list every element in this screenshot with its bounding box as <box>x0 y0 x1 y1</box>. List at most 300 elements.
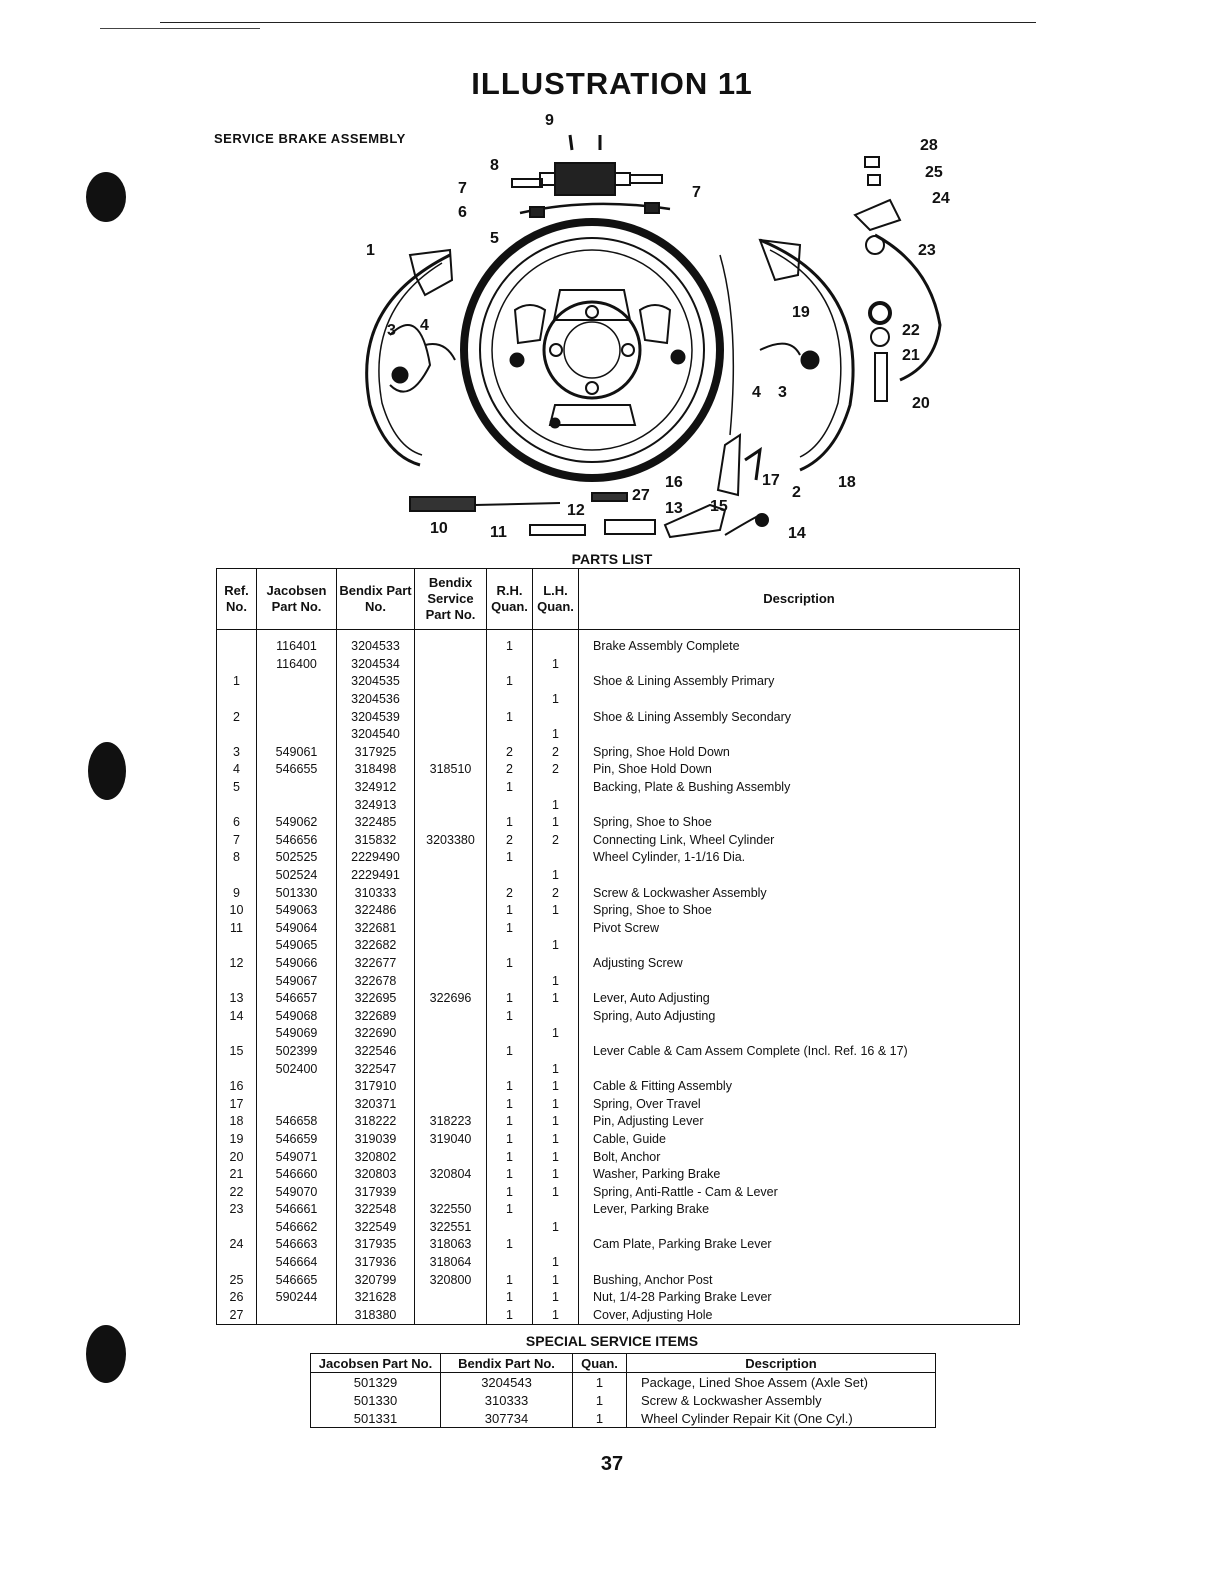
table-row <box>217 1307 1020 1325</box>
table-row <box>217 1095 1020 1113</box>
cell-jac <box>257 779 337 797</box>
cell-svc <box>415 1095 487 1113</box>
cell-bendix: 3204539 <box>337 708 415 726</box>
cell-svc: 320800 <box>415 1271 487 1289</box>
cell-bendix: 2229491 <box>337 867 415 885</box>
cell-ref: 18 <box>217 1113 257 1131</box>
special-cell-quan: 1 <box>573 1409 627 1428</box>
table-row <box>217 1025 1020 1043</box>
cell-desc <box>579 1254 1020 1272</box>
cell-bendix: 322678 <box>337 972 415 990</box>
cell-ref: 25 <box>217 1271 257 1289</box>
cell-bendix: 324913 <box>337 796 415 814</box>
top-rule-short <box>100 28 260 29</box>
table-row <box>217 902 1020 920</box>
cell-rh: 1 <box>487 1095 533 1113</box>
cell-jac: 549061 <box>257 744 337 762</box>
cell-lh: 1 <box>533 1289 579 1307</box>
cell-svc <box>415 884 487 902</box>
cell-rh: 1 <box>487 1148 533 1166</box>
cell-ref <box>217 726 257 744</box>
cell-lh <box>533 673 579 691</box>
table-row <box>217 884 1020 902</box>
cell-ref: 10 <box>217 902 257 920</box>
illustration-subtitle: SERVICE BRAKE ASSEMBLY <box>214 131 406 146</box>
cell-jac: 546661 <box>257 1201 337 1219</box>
cell-bendix: 3204536 <box>337 691 415 709</box>
cell-bendix: 322690 <box>337 1025 415 1043</box>
table-row <box>217 937 1020 955</box>
cell-svc <box>415 779 487 797</box>
table-row <box>217 955 1020 973</box>
cell-bendix: 320371 <box>337 1095 415 1113</box>
cell-bendix: 317935 <box>337 1236 415 1254</box>
cell-rh: 2 <box>487 761 533 779</box>
cell-svc <box>415 1148 487 1166</box>
svg-text:22: 22 <box>902 322 920 339</box>
table-row <box>217 920 1020 938</box>
cell-bendix: 324912 <box>337 779 415 797</box>
cell-lh: 1 <box>533 691 579 709</box>
cell-lh <box>533 1043 579 1061</box>
cell-ref: 17 <box>217 1095 257 1113</box>
cell-lh <box>533 955 579 973</box>
cell-ref: 24 <box>217 1236 257 1254</box>
cell-bendix: 317925 <box>337 744 415 762</box>
cell-bendix: 322695 <box>337 990 415 1008</box>
cell-jac: 546655 <box>257 761 337 779</box>
cell-rh: 2 <box>487 744 533 762</box>
cell-lh: 1 <box>533 656 579 674</box>
svg-text:14: 14 <box>788 525 806 542</box>
header-ref: Ref. No. <box>217 569 257 630</box>
table-row <box>311 1373 936 1392</box>
cell-rh <box>487 1025 533 1043</box>
special-cell-bendix: 310333 <box>441 1391 573 1409</box>
cell-lh: 2 <box>533 832 579 850</box>
cell-rh: 1 <box>487 1043 533 1061</box>
table-row <box>217 1113 1020 1131</box>
brake-assembly-diagram <box>330 105 970 555</box>
cell-ref: 19 <box>217 1131 257 1149</box>
header-rh: R.H. Quan. <box>487 569 533 630</box>
cell-svc <box>415 1183 487 1201</box>
cell-svc <box>415 708 487 726</box>
cell-desc: Pin, Shoe Hold Down <box>579 761 1020 779</box>
svg-text:23: 23 <box>918 242 936 259</box>
cell-jac: 549066 <box>257 955 337 973</box>
cell-rh: 1 <box>487 920 533 938</box>
cell-desc <box>579 867 1020 885</box>
cell-bendix: 318498 <box>337 761 415 779</box>
special-service-title: SPECIAL SERVICE ITEMS <box>525 1333 699 1349</box>
cell-rh: 1 <box>487 779 533 797</box>
cell-svc <box>415 726 487 744</box>
cell-desc: Screw & Lockwasher Assembly <box>579 884 1020 902</box>
cell-rh <box>487 937 533 955</box>
cell-svc <box>415 867 487 885</box>
cell-rh: 1 <box>487 814 533 832</box>
cell-jac: 590244 <box>257 1289 337 1307</box>
svg-text:21: 21 <box>902 347 920 364</box>
page-number: 37 <box>600 1453 624 1475</box>
svg-text:17: 17 <box>762 472 780 489</box>
cell-desc <box>579 1219 1020 1237</box>
cell-jac: 116401 <box>257 630 337 656</box>
cell-bendix: 317939 <box>337 1183 415 1201</box>
cell-bendix: 322548 <box>337 1201 415 1219</box>
cell-desc: Shoe & Lining Assembly Primary <box>579 673 1020 691</box>
cell-svc <box>415 1289 487 1307</box>
svg-text:4: 4 <box>752 384 761 401</box>
cell-ref: 14 <box>217 1007 257 1025</box>
cell-bendix: 322677 <box>337 955 415 973</box>
table-row <box>217 1201 1020 1219</box>
table-row <box>217 1078 1020 1096</box>
cell-lh: 1 <box>533 937 579 955</box>
cell-bendix: 319039 <box>337 1131 415 1149</box>
cell-rh <box>487 867 533 885</box>
cell-bendix: 322549 <box>337 1219 415 1237</box>
table-row <box>217 867 1020 885</box>
cell-desc: Spring, Over Travel <box>579 1095 1020 1113</box>
cell-lh <box>533 1007 579 1025</box>
special-cell-jac: 501330 <box>311 1391 441 1409</box>
cell-rh: 1 <box>487 849 533 867</box>
special-cell-quan: 1 <box>573 1373 627 1392</box>
table-row <box>217 761 1020 779</box>
cell-ref <box>217 691 257 709</box>
cell-lh: 1 <box>533 1219 579 1237</box>
table-row <box>217 708 1020 726</box>
table-row <box>217 656 1020 674</box>
cell-svc <box>415 1307 487 1325</box>
cell-lh: 1 <box>533 1183 579 1201</box>
special-cell-jac: 501331 <box>311 1409 441 1428</box>
cell-svc <box>415 1043 487 1061</box>
cell-ref <box>217 1219 257 1237</box>
cell-svc: 322551 <box>415 1219 487 1237</box>
cell-svc: 322696 <box>415 990 487 1008</box>
table-row <box>217 1148 1020 1166</box>
cell-svc <box>415 937 487 955</box>
svg-text:27: 27 <box>632 487 650 504</box>
cell-lh <box>533 630 579 656</box>
cell-jac: 546665 <box>257 1271 337 1289</box>
cell-jac: 501330 <box>257 884 337 902</box>
cell-lh: 1 <box>533 1254 579 1272</box>
cell-svc <box>415 955 487 973</box>
cell-bendix: 2229490 <box>337 849 415 867</box>
header-lh: L.H. Quan. <box>533 569 579 630</box>
cell-desc: Washer, Parking Brake <box>579 1166 1020 1184</box>
cell-ref <box>217 630 257 656</box>
cell-jac: 549067 <box>257 972 337 990</box>
cell-lh: 1 <box>533 1078 579 1096</box>
cell-desc <box>579 796 1020 814</box>
table-row <box>217 832 1020 850</box>
cell-rh <box>487 656 533 674</box>
special-header-jacobsen: Jacobsen Part No. <box>311 1354 441 1373</box>
cell-bendix: 322546 <box>337 1043 415 1061</box>
cell-jac: 116400 <box>257 656 337 674</box>
table-row <box>217 1219 1020 1237</box>
cell-desc: Spring, Shoe Hold Down <box>579 744 1020 762</box>
cell-rh <box>487 691 533 709</box>
special-header-quan: Quan. <box>573 1354 627 1373</box>
header-service: Bendix Service Part No. <box>415 569 487 630</box>
cell-ref <box>217 796 257 814</box>
cell-desc: Cable & Fitting Assembly <box>579 1078 1020 1096</box>
special-cell-quan: 1 <box>573 1391 627 1409</box>
cell-lh <box>533 708 579 726</box>
cell-rh: 1 <box>487 630 533 656</box>
cell-jac <box>257 1078 337 1096</box>
cell-rh: 1 <box>487 1201 533 1219</box>
cell-desc: Cable, Guide <box>579 1131 1020 1149</box>
special-header-bendix: Bendix Part No. <box>441 1354 573 1373</box>
cell-jac <box>257 673 337 691</box>
cell-desc: Pin, Adjusting Lever <box>579 1113 1020 1131</box>
special-table-body <box>311 1373 936 1428</box>
table-row <box>217 1254 1020 1272</box>
cell-desc: Bushing, Anchor Post <box>579 1271 1020 1289</box>
svg-text:5: 5 <box>490 230 499 247</box>
cell-jac: 549069 <box>257 1025 337 1043</box>
cell-svc: 319040 <box>415 1131 487 1149</box>
cell-desc: Lever, Parking Brake <box>579 1201 1020 1219</box>
cell-jac: 546662 <box>257 1219 337 1237</box>
cell-rh: 1 <box>487 1131 533 1149</box>
cell-ref: 13 <box>217 990 257 1008</box>
header-description: Description <box>579 569 1020 630</box>
cell-desc: Lever Cable & Cam Assem Complete (Incl. Ref. 16 & 17) <box>579 1043 1020 1061</box>
cell-svc <box>415 691 487 709</box>
cell-ref: 1 <box>217 673 257 691</box>
special-cell-bendix: 307734 <box>441 1409 573 1428</box>
cell-bendix: 320803 <box>337 1166 415 1184</box>
cell-desc: Wheel Cylinder, 1-1/16 Dia. <box>579 849 1020 867</box>
svg-text:25: 25 <box>925 164 943 181</box>
cell-svc <box>415 630 487 656</box>
page-title: ILLUSTRATION 11 <box>471 66 753 101</box>
svg-text:13: 13 <box>665 500 683 517</box>
svg-text:12: 12 <box>567 502 585 519</box>
cell-rh: 1 <box>487 1289 533 1307</box>
cell-jac: 502524 <box>257 867 337 885</box>
cell-desc: Spring, Shoe to Shoe <box>579 814 1020 832</box>
cell-jac: 549068 <box>257 1007 337 1025</box>
parking-brake-lever <box>855 157 940 401</box>
cell-jac: 549065 <box>257 937 337 955</box>
cell-svc: 318223 <box>415 1113 487 1131</box>
table-row <box>217 1060 1020 1078</box>
cell-jac: 549070 <box>257 1183 337 1201</box>
cell-jac: 546659 <box>257 1131 337 1149</box>
cell-ref: 8 <box>217 849 257 867</box>
cell-ref: 20 <box>217 1148 257 1166</box>
table-row <box>217 849 1020 867</box>
cell-rh <box>487 1060 533 1078</box>
cell-svc <box>415 1025 487 1043</box>
cell-rh: 1 <box>487 1183 533 1201</box>
cell-desc <box>579 972 1020 990</box>
cell-rh: 1 <box>487 990 533 1008</box>
cell-ref: 15 <box>217 1043 257 1061</box>
top-rule <box>160 22 1036 23</box>
cell-lh: 1 <box>533 1166 579 1184</box>
svg-text:28: 28 <box>920 137 938 154</box>
table-row <box>217 990 1020 1008</box>
cell-lh: 1 <box>533 1148 579 1166</box>
cell-bendix: 322689 <box>337 1007 415 1025</box>
cell-jac: 549063 <box>257 902 337 920</box>
table-row <box>217 814 1020 832</box>
cell-desc <box>579 1025 1020 1043</box>
cell-lh: 1 <box>533 972 579 990</box>
cell-lh: 1 <box>533 1060 579 1078</box>
svg-text:9: 9 <box>545 112 554 129</box>
cell-lh <box>533 849 579 867</box>
cell-lh: 1 <box>533 990 579 1008</box>
cell-ref: 2 <box>217 708 257 726</box>
cell-bendix: 317936 <box>337 1254 415 1272</box>
cell-ref <box>217 867 257 885</box>
svg-text:16: 16 <box>665 474 683 491</box>
cell-lh: 2 <box>533 761 579 779</box>
callout-labels <box>366 112 950 542</box>
cell-desc: Spring, Auto Adjusting <box>579 1007 1020 1025</box>
cell-bendix: 3204540 <box>337 726 415 744</box>
cell-rh <box>487 796 533 814</box>
cell-bendix: 3204533 <box>337 630 415 656</box>
cell-jac: 546656 <box>257 832 337 850</box>
cell-svc <box>415 972 487 990</box>
cell-jac: 549064 <box>257 920 337 938</box>
cell-jac: 502525 <box>257 849 337 867</box>
cell-jac <box>257 726 337 744</box>
svg-text:1: 1 <box>366 242 375 259</box>
svg-text:7: 7 <box>692 184 701 201</box>
cell-desc: Backing, Plate & Bushing Assembly <box>579 779 1020 797</box>
table-row <box>217 1131 1020 1149</box>
wheel-cylinder <box>512 135 670 217</box>
table-row <box>217 1183 1020 1201</box>
parts-list-title: PARTS LIST <box>571 551 653 567</box>
cell-lh <box>533 779 579 797</box>
cell-desc: Spring, Shoe to Shoe <box>579 902 1020 920</box>
cell-desc: Spring, Anti-Rattle - Cam & Lever <box>579 1183 1020 1201</box>
cell-desc: Connecting Link, Wheel Cylinder <box>579 832 1020 850</box>
cell-bendix: 322682 <box>337 937 415 955</box>
svg-text:18: 18 <box>838 474 856 491</box>
cell-desc <box>579 656 1020 674</box>
cell-bendix: 322681 <box>337 920 415 938</box>
cell-jac: 549062 <box>257 814 337 832</box>
svg-text:6: 6 <box>458 204 467 221</box>
cell-bendix: 320802 <box>337 1148 415 1166</box>
cell-ref: 11 <box>217 920 257 938</box>
cell-desc: Nut, 1/4-28 Parking Brake Lever <box>579 1289 1020 1307</box>
svg-text:20: 20 <box>912 395 930 412</box>
header-bendix: Bendix Part No. <box>337 569 415 630</box>
special-cell-desc: Package, Lined Shoe Assem (Axle Set) <box>627 1373 936 1392</box>
cell-ref: 23 <box>217 1201 257 1219</box>
cell-svc <box>415 1007 487 1025</box>
cell-svc: 318063 <box>415 1236 487 1254</box>
cell-ref <box>217 937 257 955</box>
cell-svc: 3203380 <box>415 832 487 850</box>
cell-bendix: 322547 <box>337 1060 415 1078</box>
svg-text:24: 24 <box>932 190 950 207</box>
cell-svc <box>415 656 487 674</box>
svg-text:15: 15 <box>710 498 728 515</box>
cell-lh <box>533 920 579 938</box>
cell-desc: Shoe & Lining Assembly Secondary <box>579 708 1020 726</box>
cell-lh <box>533 1201 579 1219</box>
cell-desc: Pivot Screw <box>579 920 1020 938</box>
cell-lh: 1 <box>533 726 579 744</box>
cell-rh <box>487 972 533 990</box>
cell-jac: 546663 <box>257 1236 337 1254</box>
cell-ref: 4 <box>217 761 257 779</box>
table-row <box>217 726 1020 744</box>
cell-svc: 318510 <box>415 761 487 779</box>
cell-svc <box>415 796 487 814</box>
header-jacobsen: Jacobsen Part No. <box>257 569 337 630</box>
cell-desc: Cover, Adjusting Hole <box>579 1307 1020 1325</box>
svg-text:4: 4 <box>420 317 429 334</box>
cell-desc: Brake Assembly Complete <box>579 630 1020 656</box>
punch-hole-middle <box>88 742 126 800</box>
special-header-description: Description <box>627 1354 936 1373</box>
cell-desc: Lever, Auto Adjusting <box>579 990 1020 1008</box>
table-row <box>217 1289 1020 1307</box>
svg-text:3: 3 <box>778 384 787 401</box>
cell-svc: 320804 <box>415 1166 487 1184</box>
cell-rh: 1 <box>487 1307 533 1325</box>
cell-lh: 1 <box>533 867 579 885</box>
svg-text:19: 19 <box>792 304 810 321</box>
special-cell-jac: 501329 <box>311 1373 441 1392</box>
cell-ref <box>217 1025 257 1043</box>
cell-bendix: 315832 <box>337 832 415 850</box>
cell-rh: 1 <box>487 673 533 691</box>
cell-ref: 16 <box>217 1078 257 1096</box>
cell-desc: Bolt, Anchor <box>579 1148 1020 1166</box>
cell-rh: 1 <box>487 708 533 726</box>
cell-ref: 6 <box>217 814 257 832</box>
table-row <box>217 1043 1020 1061</box>
cell-bendix: 3204534 <box>337 656 415 674</box>
cell-jac <box>257 796 337 814</box>
cell-jac: 502399 <box>257 1043 337 1061</box>
cell-bendix: 321628 <box>337 1289 415 1307</box>
table-row <box>311 1391 936 1409</box>
cell-svc <box>415 902 487 920</box>
punch-hole-top <box>86 172 126 222</box>
cell-bendix: 320799 <box>337 1271 415 1289</box>
table-row <box>217 630 1020 656</box>
cell-jac: 546657 <box>257 990 337 1008</box>
table-row <box>217 691 1020 709</box>
table-row <box>217 744 1020 762</box>
svg-text:3: 3 <box>387 322 396 339</box>
svg-text:8: 8 <box>490 157 499 174</box>
cell-lh: 1 <box>533 1113 579 1131</box>
cell-svc <box>415 673 487 691</box>
cell-svc <box>415 744 487 762</box>
